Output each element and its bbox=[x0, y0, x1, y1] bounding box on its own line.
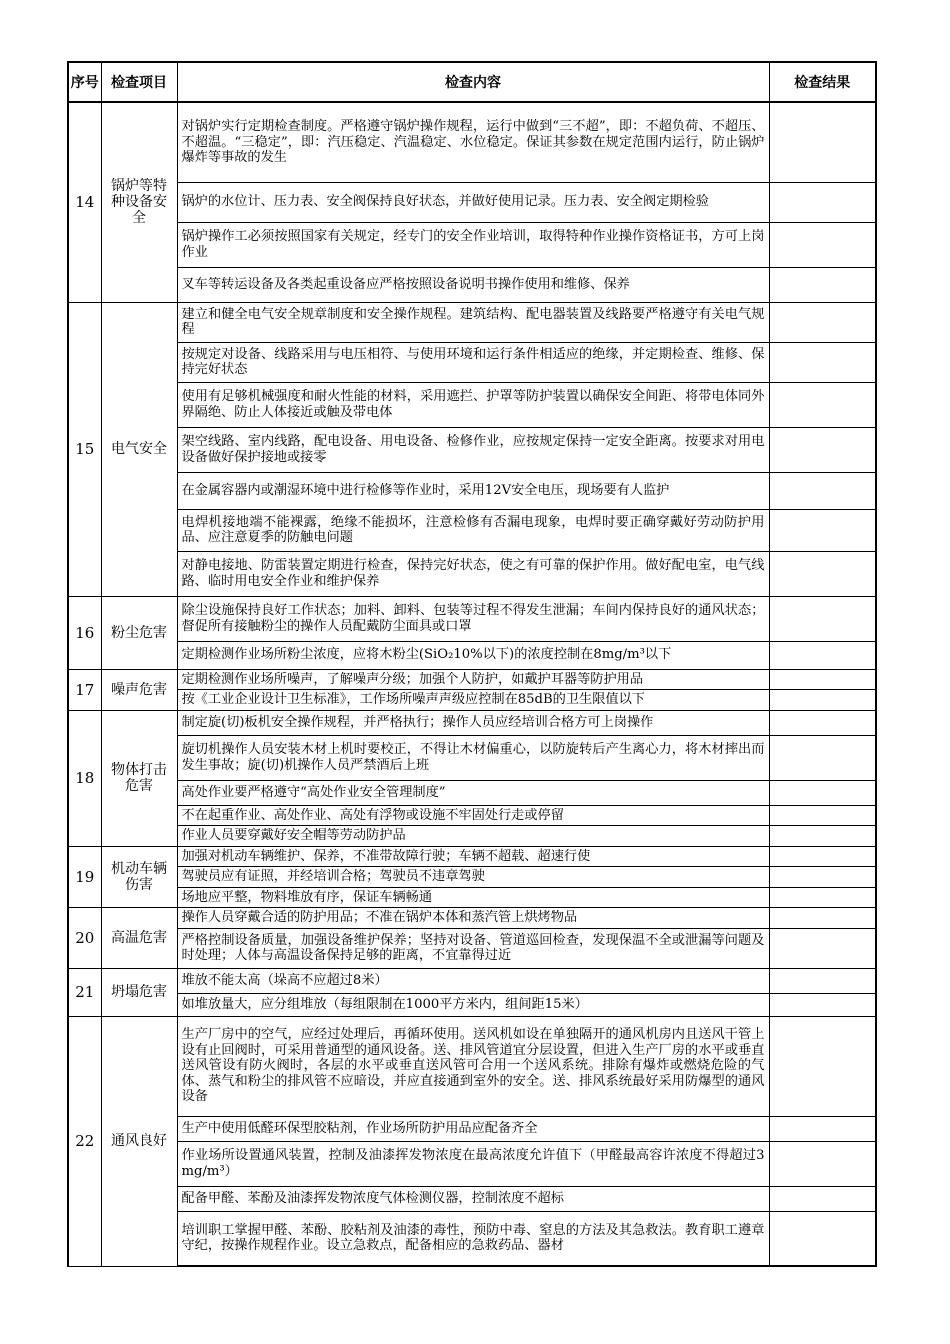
group-item: 高温危害 bbox=[101, 908, 177, 969]
table-row bbox=[68, 908, 876, 929]
group-number: 18 bbox=[68, 710, 101, 846]
table-row bbox=[68, 1186, 876, 1211]
check-content: 定期检测作业场所噪声，了解噪声分级；加强个人防护，如戴护耳器等防护用品 bbox=[177, 669, 769, 690]
check-result-cell[interactable] bbox=[769, 267, 876, 302]
table-row bbox=[68, 182, 876, 222]
table-row bbox=[68, 267, 876, 302]
check-content: 生产厂房中的空气，应经过处理后，再循环使用。送风机如设在单独隔开的通风机房内且送风干管上设有止回阀时，可采用普通型的通风设备。送、排风管道宜分层设置，但进入生产厂房的水平或垂直送风管设有防火阀时，各层的水平或垂直送风管可合用一个送风系统。排除有爆炸或燃烧危险的气体、蒸气和粉尘的排风管不应暗设，并应直接通到室外的安全。送、排风系统最好采用防爆型的通风设备 bbox=[177, 1016, 769, 1116]
check-content: 生产中使用低醛环保型胶粘剂，作业场所防护用品应配备齐全 bbox=[177, 1116, 769, 1141]
header-row bbox=[68, 62, 876, 102]
group-item: 噪声危害 bbox=[101, 669, 177, 710]
check-result-cell[interactable] bbox=[769, 669, 876, 690]
table-row bbox=[68, 690, 876, 711]
check-content: 对静电接地、防雷装置定期进行检查，保持完好状态，使之有可靠的保护作用。做好配电室，电气线路、临时用电安全作业和维护保养 bbox=[177, 551, 769, 596]
check-result-cell[interactable] bbox=[769, 1141, 876, 1186]
table-row bbox=[68, 826, 876, 847]
check-content: 如堆放量大，应分组堆放（每组限制在1000平方米内，组间距15米） bbox=[177, 993, 769, 1016]
check-result-cell[interactable] bbox=[769, 641, 876, 669]
check-content: 驾驶员应有证照，并经培训合格；驾驶员不违章驾驶 bbox=[177, 867, 769, 888]
check-content: 建立和健全电气安全规章制度和安全操作规程。建筑结构、配电器装置及线路要严格遵守有关电气规程 bbox=[177, 302, 769, 342]
table-row bbox=[68, 641, 876, 669]
check-result-cell[interactable] bbox=[769, 735, 876, 780]
table-row bbox=[68, 551, 876, 596]
table-row bbox=[68, 805, 876, 826]
check-content: 锅炉操作工必须按照国家有关规定，经专门的安全作业培训，取得特种作业操作资格证书，方可上岗作业 bbox=[177, 222, 769, 267]
check-content: 架空线路、室内线路，配电设备、用电设备、检修作业，应按规定保持一定安全距离。按要求对用电设备做好保护接地或接零 bbox=[177, 427, 769, 472]
check-result-cell[interactable] bbox=[769, 867, 876, 888]
table-body bbox=[68, 102, 876, 1266]
check-content: 加强对机动车辆维护、保养，不准带故障行驶；车辆不超载、超速行使 bbox=[177, 846, 769, 867]
table-row bbox=[68, 596, 876, 641]
table-row bbox=[68, 669, 876, 690]
check-result-cell[interactable] bbox=[769, 1186, 876, 1211]
check-content: 按《工业企业设计卫生标准》，工作场所噪声声级应控制在85dB的卫生限值以下 bbox=[177, 690, 769, 711]
check-result-cell[interactable] bbox=[769, 908, 876, 929]
check-content: 在金属容器内或潮湿环境中进行检修等作业时，采用12V安全电压，现场要有人监护 bbox=[177, 472, 769, 509]
check-result-cell[interactable] bbox=[769, 846, 876, 867]
check-content: 按规定对设备、线路采用与电压相符、与使用环境和运行条件相适应的绝缘，并定期检查、维修、保持完好状态 bbox=[177, 342, 769, 382]
check-result-cell[interactable] bbox=[769, 826, 876, 847]
group-number: 16 bbox=[68, 596, 101, 669]
check-content: 不在起重作业、高处作业、高处有浮物或设施不牢固处行走或停留 bbox=[177, 805, 769, 826]
check-content: 堆放不能太高（垛高不应超过8米） bbox=[177, 968, 769, 993]
check-content: 严格控制设备质量，加强设备维护保养；坚持对设备、管道巡回检查，发现保温不全或泄漏等问题及时处理；人体与高温设备保持足够的距离，不宜靠得过近 bbox=[177, 928, 769, 968]
group-number: 14 bbox=[68, 102, 101, 302]
table-row bbox=[68, 342, 876, 382]
header-content: 检查内容 bbox=[177, 62, 769, 102]
check-content: 使用有足够机械强度和耐火性能的材料，采用遮拦、护罩等防护装置以确保安全间距、将带电体同外界隔绝、防止人体接近或触及带电体 bbox=[177, 382, 769, 427]
group-item: 粉尘危害 bbox=[101, 596, 177, 669]
group-item: 电气安全 bbox=[101, 302, 177, 596]
check-content: 制定旋(切)板机安全操作规程，并严格执行；操作人员应经培训合格方可上岗操作 bbox=[177, 710, 769, 735]
group-item: 锅炉等特种设备安全 bbox=[101, 102, 177, 302]
check-content: 定期检测作业场所粉尘浓度，应将木粉尘(SiO₂10%以下)的浓度控制在8mg/m³以下 bbox=[177, 641, 769, 669]
check-content: 除尘设施保持良好工作状态；加料、卸料、包装等过程不得发生泄漏；车间内保持良好的通风状态；督促所有接触粉尘的操作人员配戴防尘面具或口罩 bbox=[177, 596, 769, 641]
table-row bbox=[68, 735, 876, 780]
table-row bbox=[68, 302, 876, 342]
check-content: 作业人员要穿戴好安全帽等劳动防护品 bbox=[177, 826, 769, 847]
table-row bbox=[68, 710, 876, 735]
check-result-cell[interactable] bbox=[769, 805, 876, 826]
group-item: 物体打击危害 bbox=[101, 710, 177, 846]
group-item: 通风良好 bbox=[101, 1016, 177, 1266]
check-result-cell[interactable] bbox=[769, 427, 876, 472]
check-content: 旋切机操作人员安装木材上机时要校正，不得让木材偏重心，以防旋转后产生离心力，将木材摔出而发生事故；旋(切)机操作人员严禁酒后上班 bbox=[177, 735, 769, 780]
check-content: 培训职工掌握甲醛、苯酚、胶粘剂及油漆的毒性，预防中毒、窒息的方法及其急救法。教育职工遵章守纪，按操作规程作业。设立急救点，配备相应的急救药品、器材 bbox=[177, 1211, 769, 1266]
group-number: 19 bbox=[68, 846, 101, 908]
check-result-cell[interactable] bbox=[769, 102, 876, 182]
check-result-cell[interactable] bbox=[769, 968, 876, 993]
check-result-cell[interactable] bbox=[769, 780, 876, 805]
table-row bbox=[68, 968, 876, 993]
table-row bbox=[68, 780, 876, 805]
check-content: 对锅炉实行定期检查制度。严格遵守锅炉操作规程，运行中做到“三不超”，即：不超负荷、不超压、不超温。“三稳定”，即：汽压稳定、汽温稳定、水位稳定。保证其参数在规定范围内运行，防止锅炉爆炸等事故的发生 bbox=[177, 102, 769, 182]
header-result: 检查结果 bbox=[769, 62, 876, 102]
table-row bbox=[68, 222, 876, 267]
group-number: 17 bbox=[68, 669, 101, 710]
check-result-cell[interactable] bbox=[769, 342, 876, 382]
check-content: 配备甲醛、苯酚及油漆挥发物浓度气体检测仪器，控制浓度不超标 bbox=[177, 1186, 769, 1211]
table-row bbox=[68, 846, 876, 867]
table-row bbox=[68, 1211, 876, 1266]
group-number: 21 bbox=[68, 968, 101, 1016]
check-content: 高处作业要严格遵守“高处作业安全管理制度” bbox=[177, 780, 769, 805]
table-row bbox=[68, 472, 876, 509]
table-row bbox=[68, 1141, 876, 1186]
table-row bbox=[68, 928, 876, 968]
table-row bbox=[68, 867, 876, 888]
check-content: 操作人员穿戴合适的防护用品；不准在锅炉本体和蒸汽管上烘烤物品 bbox=[177, 908, 769, 929]
check-result-cell[interactable] bbox=[769, 1016, 876, 1116]
inspection-table bbox=[67, 61, 877, 1267]
check-result-cell[interactable] bbox=[769, 1116, 876, 1141]
table-row bbox=[68, 427, 876, 472]
header-no: 序号 bbox=[68, 62, 101, 102]
check-content: 叉车等转运设备及各类起重设备应严格按照设备说明书操作使用和维修、保养 bbox=[177, 267, 769, 302]
check-result-cell[interactable] bbox=[769, 182, 876, 222]
check-result-cell[interactable] bbox=[769, 509, 876, 551]
table-row bbox=[68, 1016, 876, 1116]
group-number: 20 bbox=[68, 908, 101, 969]
table-row bbox=[68, 993, 876, 1016]
table-row bbox=[68, 382, 876, 427]
check-result-cell[interactable] bbox=[769, 710, 876, 735]
table-row bbox=[68, 1116, 876, 1141]
table-row bbox=[68, 509, 876, 551]
check-result-cell[interactable] bbox=[769, 690, 876, 711]
check-result-cell[interactable] bbox=[769, 222, 876, 267]
group-number: 22 bbox=[68, 1016, 101, 1266]
group-item: 坍塌危害 bbox=[101, 968, 177, 1016]
header-item: 检查项目 bbox=[101, 62, 177, 102]
check-result-cell[interactable] bbox=[769, 302, 876, 342]
check-content: 场地应平整，物料堆放有序，保证车辆畅通 bbox=[177, 887, 769, 908]
check-result-cell[interactable] bbox=[769, 1211, 876, 1266]
group-number: 15 bbox=[68, 302, 101, 596]
table-row bbox=[68, 102, 876, 182]
check-content: 电焊机接地端不能裸露，绝缘不能损坏，注意检修有否漏电现象，电焊时要正确穿戴好劳动防护用品、应注意夏季的防触电问题 bbox=[177, 509, 769, 551]
check-result-cell[interactable] bbox=[769, 596, 876, 641]
group-item: 机动车辆伤害 bbox=[101, 846, 177, 908]
table-row bbox=[68, 887, 876, 908]
check-content: 锅炉的水位计、压力表、安全阀保持良好状态，并做好使用记录。压力表、安全阀定期检验 bbox=[177, 182, 769, 222]
check-result-cell[interactable] bbox=[769, 382, 876, 427]
check-result-cell[interactable] bbox=[769, 993, 876, 1016]
check-result-cell[interactable] bbox=[769, 551, 876, 596]
check-content: 作业场所设置通风装置，控制及油漆挥发物浓度在最高浓度允许值下（甲醛最高容许浓度不得超过3 mg/m³） bbox=[177, 1141, 769, 1186]
check-result-cell[interactable] bbox=[769, 887, 876, 908]
check-result-cell[interactable] bbox=[769, 472, 876, 509]
check-result-cell[interactable] bbox=[769, 928, 876, 968]
